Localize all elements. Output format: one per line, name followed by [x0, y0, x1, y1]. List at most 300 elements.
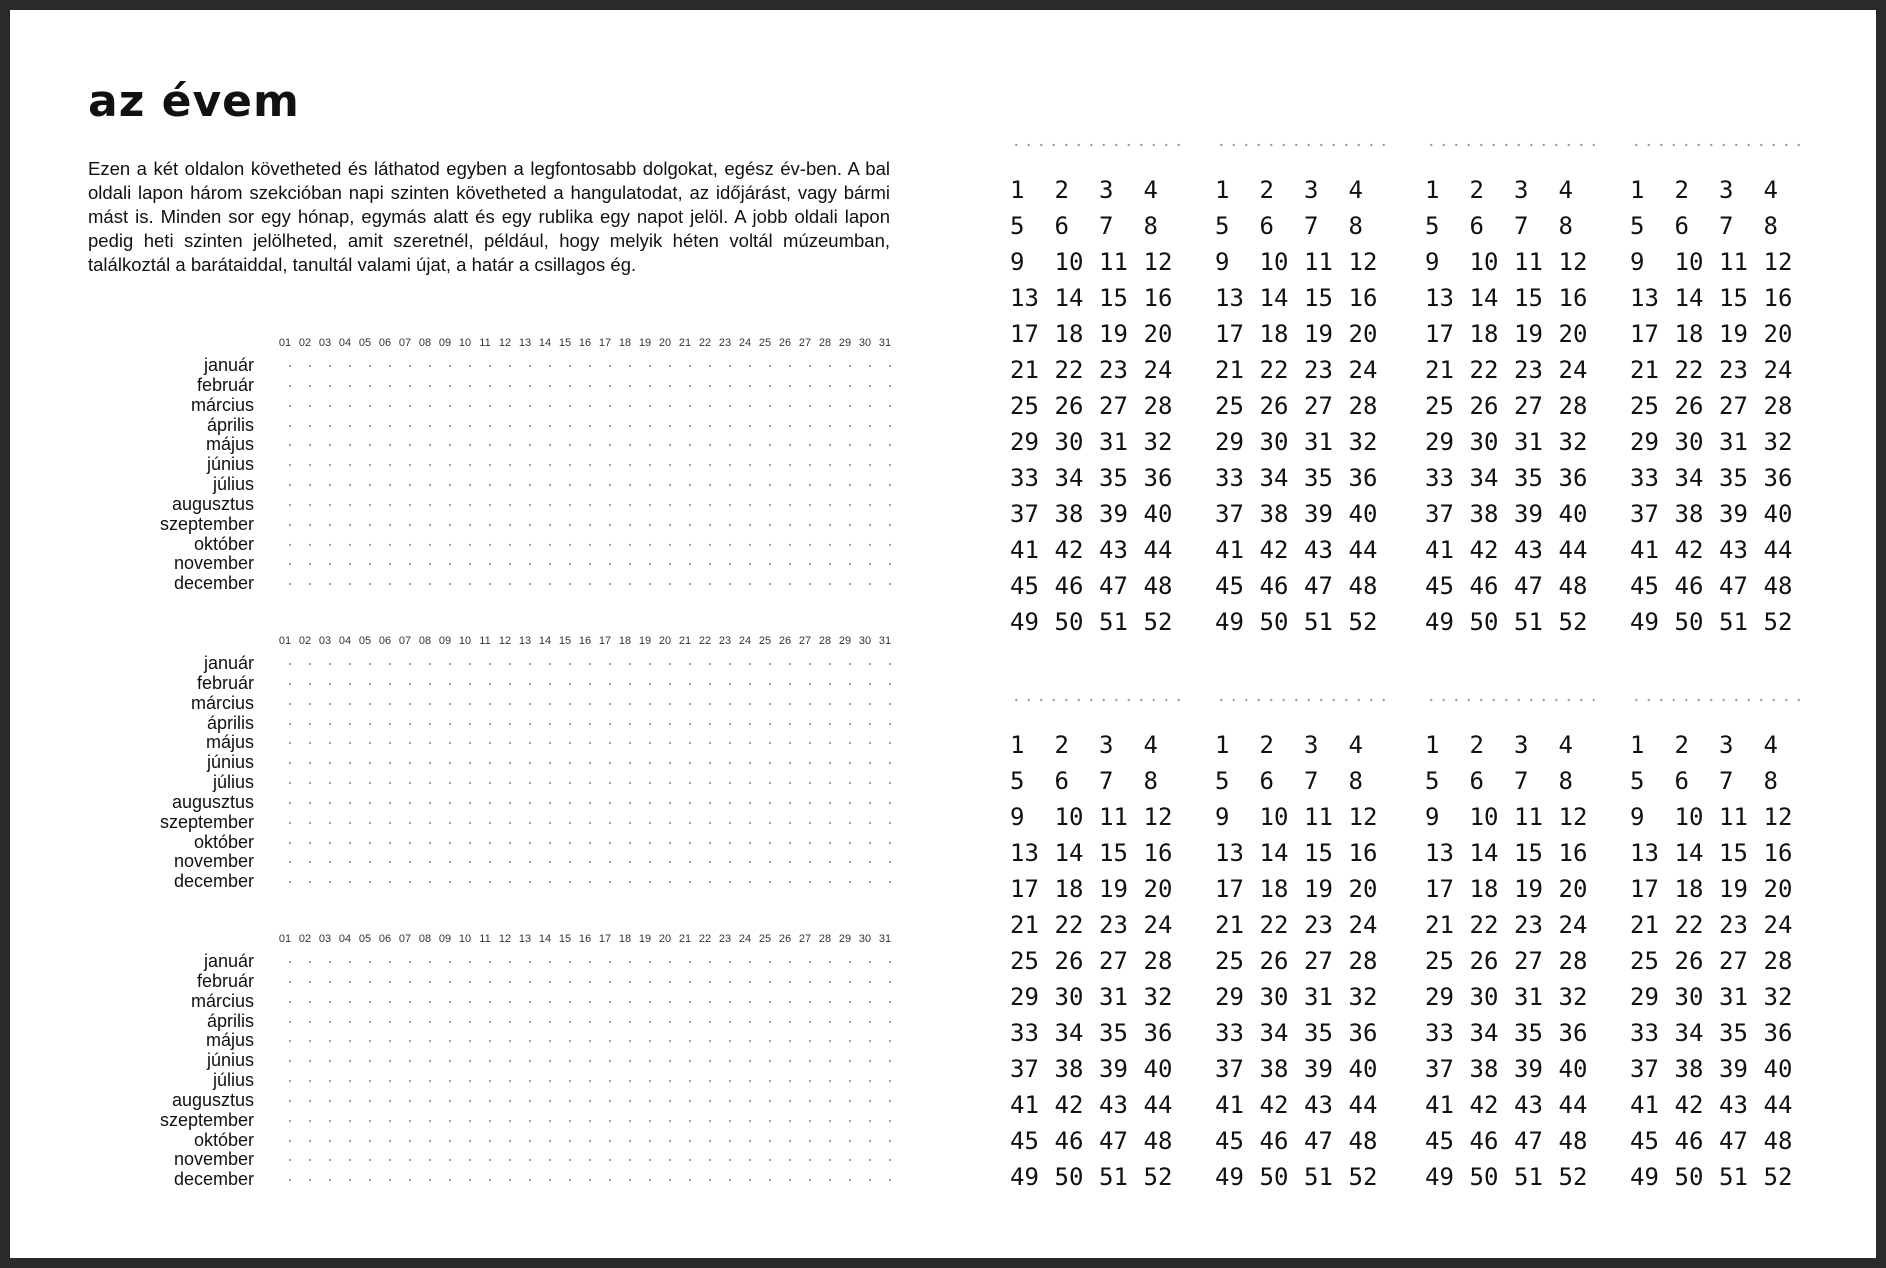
week-number[interactable]: 35 — [1514, 1019, 1543, 1047]
week-number[interactable]: 8 — [1348, 212, 1363, 240]
week-number[interactable]: 5 — [1215, 767, 1230, 795]
week-number[interactable]: 6 — [1674, 212, 1689, 240]
week-number[interactable]: 27 — [1304, 947, 1333, 975]
week-number[interactable]: 39 — [1099, 1055, 1128, 1083]
week-number[interactable]: 32 — [1763, 428, 1793, 456]
week-number[interactable]: 9 — [1010, 248, 1025, 276]
week-number[interactable]: 43 — [1514, 1091, 1543, 1119]
week-number[interactable]: 27 — [1099, 392, 1128, 420]
week-number[interactable]: 18 — [1054, 875, 1084, 903]
week-number[interactable]: 26 — [1469, 392, 1499, 420]
week-number[interactable]: 38 — [1469, 1055, 1499, 1083]
week-number[interactable]: 43 — [1099, 1091, 1128, 1119]
week-number[interactable]: 18 — [1259, 875, 1289, 903]
week-number[interactable]: 35 — [1099, 1019, 1128, 1047]
day-cells[interactable] — [280, 654, 900, 674]
day-cells[interactable] — [280, 674, 900, 694]
week-number[interactable]: 46 — [1469, 572, 1499, 600]
week-number[interactable]: 50 — [1674, 1163, 1704, 1191]
week-number[interactable]: 15 — [1719, 839, 1748, 867]
week-number[interactable]: 20 — [1558, 875, 1588, 903]
week-number[interactable]: 26 — [1259, 392, 1289, 420]
week-number[interactable]: 28 — [1348, 392, 1378, 420]
week-number[interactable]: 46 — [1674, 1127, 1704, 1155]
week-number[interactable]: 41 — [1010, 1091, 1039, 1119]
week-number[interactable]: 16 — [1558, 284, 1588, 312]
week-number[interactable]: 10 — [1259, 248, 1289, 276]
week-number[interactable]: 41 — [1010, 536, 1039, 564]
week-number[interactable]: 33 — [1425, 1019, 1454, 1047]
week-number[interactable]: 34 — [1054, 464, 1084, 492]
week-number[interactable]: 27 — [1719, 392, 1748, 420]
week-number[interactable]: 13 — [1010, 839, 1039, 867]
week-number[interactable]: 36 — [1348, 464, 1378, 492]
week-number[interactable]: 31 — [1719, 983, 1748, 1011]
week-number[interactable]: 43 — [1304, 1091, 1333, 1119]
week-number[interactable]: 29 — [1425, 428, 1454, 456]
week-number[interactable]: 22 — [1054, 911, 1084, 939]
week-number[interactable]: 11 — [1514, 803, 1543, 831]
week-number[interactable]: 3 — [1099, 731, 1114, 759]
week-number[interactable]: 17 — [1215, 320, 1244, 348]
day-cells[interactable] — [280, 1031, 900, 1051]
week-number[interactable]: 9 — [1630, 248, 1645, 276]
week-number[interactable]: 33 — [1425, 464, 1454, 492]
week-number[interactable]: 47 — [1514, 1127, 1543, 1155]
week-number[interactable]: 29 — [1010, 428, 1039, 456]
week-number[interactable]: 44 — [1348, 536, 1378, 564]
week-number[interactable]: 15 — [1099, 284, 1128, 312]
week-number[interactable]: 5 — [1425, 212, 1440, 240]
week-number[interactable]: 19 — [1099, 320, 1128, 348]
week-number[interactable]: 20 — [1143, 875, 1173, 903]
week-number[interactable]: 8 — [1348, 767, 1363, 795]
week-number[interactable]: 30 — [1674, 983, 1704, 1011]
week-number[interactable]: 52 — [1348, 1163, 1378, 1191]
day-cells[interactable] — [280, 852, 900, 872]
week-number[interactable]: 34 — [1259, 464, 1289, 492]
week-number[interactable]: 18 — [1469, 875, 1499, 903]
day-cells[interactable] — [280, 435, 900, 455]
week-number[interactable]: 27 — [1719, 947, 1748, 975]
day-cells[interactable] — [280, 952, 900, 972]
week-number[interactable]: 16 — [1558, 839, 1588, 867]
day-cells[interactable] — [280, 1051, 900, 1071]
week-number[interactable]: 11 — [1514, 248, 1543, 276]
day-cells[interactable] — [280, 1071, 900, 1091]
day-cells[interactable] — [280, 773, 900, 793]
week-number[interactable]: 4 — [1763, 176, 1778, 204]
week-number[interactable]: 11 — [1099, 803, 1128, 831]
week-number[interactable]: 17 — [1010, 875, 1039, 903]
week-number[interactable]: 37 — [1010, 1055, 1039, 1083]
week-number[interactable]: 52 — [1143, 608, 1173, 636]
week-number[interactable]: 9 — [1630, 803, 1645, 831]
week-number[interactable]: 24 — [1763, 911, 1793, 939]
week-number[interactable]: 37 — [1425, 1055, 1454, 1083]
week-number[interactable]: 27 — [1099, 947, 1128, 975]
week-number[interactable]: 25 — [1630, 947, 1659, 975]
week-number[interactable]: 21 — [1425, 356, 1454, 384]
week-number[interactable]: 29 — [1215, 983, 1244, 1011]
week-number[interactable]: 33 — [1010, 1019, 1039, 1047]
week-number[interactable]: 48 — [1348, 1127, 1378, 1155]
week-number[interactable]: 51 — [1099, 1163, 1128, 1191]
week-number[interactable]: 8 — [1763, 767, 1778, 795]
week-number[interactable]: 22 — [1469, 911, 1499, 939]
week-number[interactable]: 34 — [1259, 1019, 1289, 1047]
week-number[interactable]: 5 — [1010, 212, 1025, 240]
week-number[interactable]: 1 — [1215, 176, 1230, 204]
week-number[interactable]: 23 — [1719, 356, 1748, 384]
week-number[interactable]: 46 — [1054, 1127, 1084, 1155]
week-number[interactable]: 41 — [1630, 536, 1659, 564]
week-number[interactable]: 34 — [1674, 1019, 1704, 1047]
week-number[interactable]: 51 — [1099, 608, 1128, 636]
week-number[interactable]: 1 — [1630, 176, 1645, 204]
week-number[interactable]: 26 — [1674, 947, 1704, 975]
week-number[interactable]: 17 — [1010, 320, 1039, 348]
week-number[interactable]: 14 — [1259, 839, 1289, 867]
week-number[interactable]: 23 — [1099, 911, 1128, 939]
week-number[interactable]: 3 — [1719, 731, 1734, 759]
week-number[interactable]: 18 — [1054, 320, 1084, 348]
day-cells[interactable] — [280, 396, 900, 416]
week-number[interactable]: 19 — [1719, 320, 1748, 348]
week-number[interactable]: 3 — [1304, 731, 1319, 759]
week-number[interactable]: 32 — [1763, 983, 1793, 1011]
week-number[interactable]: 49 — [1630, 1163, 1659, 1191]
week-number[interactable]: 24 — [1143, 911, 1173, 939]
week-number[interactable]: 18 — [1674, 320, 1704, 348]
week-number[interactable]: 21 — [1010, 356, 1039, 384]
week-number[interactable]: 52 — [1143, 1163, 1173, 1191]
week-number[interactable]: 36 — [1763, 1019, 1793, 1047]
week-number[interactable]: 46 — [1259, 1127, 1289, 1155]
week-number[interactable]: 5 — [1630, 767, 1645, 795]
week-number[interactable]: 49 — [1010, 1163, 1039, 1191]
week-number[interactable]: 47 — [1304, 572, 1333, 600]
week-number[interactable]: 13 — [1630, 284, 1659, 312]
week-number[interactable]: 2 — [1469, 176, 1484, 204]
week-number[interactable]: 49 — [1425, 1163, 1454, 1191]
day-cells[interactable] — [280, 872, 900, 892]
week-number[interactable]: 52 — [1763, 608, 1793, 636]
week-number[interactable]: 16 — [1763, 839, 1793, 867]
week-number[interactable]: 40 — [1143, 500, 1173, 528]
week-number[interactable]: 11 — [1304, 803, 1333, 831]
week-number[interactable]: 31 — [1514, 983, 1543, 1011]
week-number[interactable]: 34 — [1054, 1019, 1084, 1047]
week-number[interactable]: 50 — [1674, 608, 1704, 636]
week-number[interactable]: 8 — [1143, 767, 1158, 795]
week-number[interactable]: 51 — [1514, 1163, 1543, 1191]
week-number[interactable]: 52 — [1763, 1163, 1793, 1191]
week-number[interactable]: 4 — [1143, 176, 1158, 204]
day-cells[interactable] — [280, 833, 900, 853]
week-number[interactable]: 4 — [1348, 176, 1363, 204]
week-number[interactable]: 7 — [1304, 212, 1319, 240]
week-number[interactable]: 9 — [1425, 803, 1440, 831]
day-cells[interactable] — [280, 574, 900, 594]
week-number[interactable]: 25 — [1010, 392, 1039, 420]
week-number[interactable]: 39 — [1099, 500, 1128, 528]
week-number[interactable]: 36 — [1143, 464, 1173, 492]
week-number[interactable]: 47 — [1719, 572, 1748, 600]
week-number[interactable]: 50 — [1259, 1163, 1289, 1191]
week-number[interactable]: 30 — [1054, 983, 1084, 1011]
week-number[interactable]: 44 — [1558, 1091, 1588, 1119]
week-number[interactable]: 15 — [1514, 839, 1543, 867]
day-cells[interactable] — [280, 554, 900, 574]
week-number[interactable]: 21 — [1630, 911, 1659, 939]
week-number[interactable]: 12 — [1763, 248, 1793, 276]
week-number[interactable]: 13 — [1425, 839, 1454, 867]
week-number[interactable]: 38 — [1054, 500, 1084, 528]
week-number[interactable]: 13 — [1010, 284, 1039, 312]
week-number[interactable]: 23 — [1514, 356, 1543, 384]
week-number[interactable]: 47 — [1099, 1127, 1128, 1155]
week-number[interactable]: 48 — [1558, 1127, 1588, 1155]
week-number[interactable]: 28 — [1348, 947, 1378, 975]
day-cells[interactable] — [280, 714, 900, 734]
day-cells[interactable] — [280, 972, 900, 992]
week-number[interactable]: 45 — [1010, 1127, 1039, 1155]
week-number[interactable]: 40 — [1348, 500, 1378, 528]
week-number[interactable]: 38 — [1054, 1055, 1084, 1083]
week-number[interactable]: 6 — [1469, 212, 1484, 240]
week-number[interactable]: 38 — [1674, 1055, 1704, 1083]
week-number[interactable]: 29 — [1630, 983, 1659, 1011]
week-number[interactable]: 32 — [1143, 428, 1173, 456]
week-number[interactable]: 6 — [1469, 767, 1484, 795]
week-number[interactable]: 39 — [1719, 500, 1748, 528]
week-number[interactable]: 24 — [1558, 911, 1588, 939]
week-number[interactable]: 45 — [1215, 572, 1244, 600]
week-number[interactable]: 42 — [1054, 536, 1084, 564]
day-cells[interactable] — [280, 1111, 900, 1131]
week-number[interactable]: 4 — [1348, 731, 1363, 759]
week-number[interactable]: 9 — [1215, 803, 1230, 831]
week-number[interactable]: 20 — [1348, 875, 1378, 903]
week-number[interactable]: 28 — [1763, 947, 1793, 975]
day-cells[interactable] — [280, 1012, 900, 1032]
week-number[interactable]: 23 — [1304, 356, 1333, 384]
week-number[interactable]: 48 — [1143, 1127, 1173, 1155]
week-number[interactable]: 42 — [1054, 1091, 1084, 1119]
week-number[interactable]: 22 — [1674, 356, 1704, 384]
week-number[interactable]: 11 — [1304, 248, 1333, 276]
week-number[interactable]: 35 — [1719, 1019, 1748, 1047]
week-number[interactable]: 38 — [1259, 500, 1289, 528]
week-number[interactable]: 31 — [1304, 983, 1333, 1011]
week-number[interactable]: 3 — [1514, 176, 1529, 204]
week-number[interactable]: 10 — [1469, 803, 1499, 831]
week-number[interactable]: 49 — [1215, 608, 1244, 636]
week-number[interactable]: 39 — [1304, 500, 1333, 528]
week-number[interactable]: 35 — [1514, 464, 1543, 492]
week-number[interactable]: 19 — [1304, 320, 1333, 348]
week-number[interactable]: 6 — [1674, 767, 1689, 795]
week-number[interactable]: 13 — [1630, 839, 1659, 867]
week-number[interactable]: 25 — [1425, 947, 1454, 975]
week-number[interactable]: 22 — [1674, 911, 1704, 939]
week-number[interactable]: 44 — [1143, 1091, 1173, 1119]
week-number[interactable]: 19 — [1719, 875, 1748, 903]
week-number[interactable]: 25 — [1010, 947, 1039, 975]
week-number[interactable]: 28 — [1763, 392, 1793, 420]
week-number[interactable]: 15 — [1514, 284, 1543, 312]
week-number[interactable]: 40 — [1558, 1055, 1588, 1083]
week-number[interactable]: 49 — [1425, 608, 1454, 636]
week-number[interactable]: 5 — [1630, 212, 1645, 240]
week-number[interactable]: 19 — [1099, 875, 1128, 903]
week-number[interactable]: 4 — [1558, 731, 1573, 759]
week-number[interactable]: 31 — [1099, 983, 1128, 1011]
week-number[interactable]: 48 — [1763, 572, 1793, 600]
week-number[interactable]: 12 — [1348, 248, 1378, 276]
week-number[interactable]: 4 — [1143, 731, 1158, 759]
week-number[interactable]: 25 — [1215, 947, 1244, 975]
week-number[interactable]: 10 — [1674, 803, 1704, 831]
week-number[interactable]: 1 — [1425, 731, 1440, 759]
week-number[interactable]: 13 — [1425, 284, 1454, 312]
week-number[interactable]: 15 — [1099, 839, 1128, 867]
day-cells[interactable] — [280, 495, 900, 515]
week-number[interactable]: 17 — [1425, 875, 1454, 903]
week-number[interactable]: 41 — [1630, 1091, 1659, 1119]
week-number[interactable]: 20 — [1763, 320, 1793, 348]
week-number[interactable]: 40 — [1558, 500, 1588, 528]
week-number[interactable]: 34 — [1674, 464, 1704, 492]
week-number[interactable]: 8 — [1143, 212, 1158, 240]
week-number[interactable]: 6 — [1259, 767, 1274, 795]
week-number[interactable]: 2 — [1054, 731, 1069, 759]
week-number[interactable]: 35 — [1719, 464, 1748, 492]
week-number[interactable]: 36 — [1763, 464, 1793, 492]
week-number[interactable]: 43 — [1719, 536, 1748, 564]
week-number[interactable]: 12 — [1143, 248, 1173, 276]
week-number[interactable]: 31 — [1099, 428, 1128, 456]
week-number[interactable]: 41 — [1215, 1091, 1244, 1119]
week-number[interactable]: 15 — [1304, 284, 1333, 312]
week-number[interactable]: 42 — [1259, 536, 1289, 564]
week-number[interactable]: 47 — [1719, 1127, 1748, 1155]
week-number[interactable]: 6 — [1054, 212, 1069, 240]
week-number[interactable]: 23 — [1304, 911, 1333, 939]
week-number[interactable]: 2 — [1054, 176, 1069, 204]
week-number[interactable]: 39 — [1304, 1055, 1333, 1083]
week-number[interactable]: 5 — [1010, 767, 1025, 795]
week-number[interactable]: 6 — [1054, 767, 1069, 795]
week-number[interactable]: 13 — [1215, 839, 1244, 867]
week-number[interactable]: 37 — [1215, 500, 1244, 528]
week-number[interactable]: 37 — [1425, 500, 1454, 528]
week-number[interactable]: 7 — [1304, 767, 1319, 795]
week-number[interactable]: 45 — [1630, 1127, 1659, 1155]
week-number[interactable]: 30 — [1469, 983, 1499, 1011]
week-number[interactable]: 43 — [1719, 1091, 1748, 1119]
week-number[interactable]: 52 — [1348, 608, 1378, 636]
day-cells[interactable] — [280, 1170, 900, 1190]
week-number[interactable]: 47 — [1304, 1127, 1333, 1155]
week-number[interactable]: 25 — [1630, 392, 1659, 420]
week-number[interactable]: 17 — [1425, 320, 1454, 348]
week-number[interactable]: 39 — [1514, 500, 1543, 528]
week-number[interactable]: 33 — [1010, 464, 1039, 492]
day-cells[interactable] — [280, 1150, 900, 1170]
week-number[interactable]: 17 — [1630, 875, 1659, 903]
week-number[interactable]: 1 — [1630, 731, 1645, 759]
week-number[interactable]: 30 — [1259, 983, 1289, 1011]
week-number[interactable]: 14 — [1259, 284, 1289, 312]
week-number[interactable]: 44 — [1348, 1091, 1378, 1119]
week-number[interactable]: 10 — [1054, 248, 1084, 276]
week-number[interactable]: 2 — [1259, 176, 1274, 204]
week-number[interactable]: 42 — [1674, 536, 1704, 564]
week-number[interactable]: 29 — [1630, 428, 1659, 456]
week-number[interactable]: 21 — [1215, 356, 1244, 384]
week-number[interactable]: 10 — [1259, 803, 1289, 831]
week-number[interactable]: 23 — [1514, 911, 1543, 939]
week-number[interactable]: 37 — [1215, 1055, 1244, 1083]
week-number[interactable]: 46 — [1674, 572, 1704, 600]
week-number[interactable]: 7 — [1719, 767, 1734, 795]
week-number[interactable]: 21 — [1215, 911, 1244, 939]
week-number[interactable]: 11 — [1719, 803, 1748, 831]
week-number[interactable]: 45 — [1010, 572, 1039, 600]
week-number[interactable]: 51 — [1719, 608, 1748, 636]
day-cells[interactable] — [280, 1131, 900, 1151]
week-number[interactable]: 20 — [1763, 875, 1793, 903]
week-number[interactable]: 40 — [1763, 500, 1793, 528]
week-number[interactable]: 26 — [1469, 947, 1499, 975]
week-number[interactable]: 28 — [1558, 392, 1588, 420]
week-number[interactable]: 38 — [1674, 500, 1704, 528]
week-number[interactable]: 23 — [1719, 911, 1748, 939]
week-number[interactable]: 21 — [1425, 911, 1454, 939]
week-number[interactable]: 32 — [1558, 428, 1588, 456]
week-number[interactable]: 45 — [1215, 1127, 1244, 1155]
week-number[interactable]: 31 — [1304, 428, 1333, 456]
week-number[interactable]: 26 — [1054, 947, 1084, 975]
week-number[interactable]: 39 — [1719, 1055, 1748, 1083]
day-cells[interactable] — [280, 992, 900, 1012]
week-number[interactable]: 16 — [1143, 839, 1173, 867]
week-number[interactable]: 35 — [1304, 464, 1333, 492]
week-number[interactable]: 33 — [1630, 464, 1659, 492]
week-number[interactable]: 24 — [1143, 356, 1173, 384]
week-number[interactable]: 19 — [1304, 875, 1333, 903]
week-number[interactable]: 24 — [1348, 356, 1378, 384]
week-number[interactable]: 50 — [1259, 608, 1289, 636]
week-number[interactable]: 12 — [1558, 248, 1588, 276]
week-number[interactable]: 30 — [1259, 428, 1289, 456]
week-number[interactable]: 51 — [1719, 1163, 1748, 1191]
week-number[interactable]: 28 — [1558, 947, 1588, 975]
week-number[interactable]: 31 — [1514, 428, 1543, 456]
week-number[interactable]: 3 — [1099, 176, 1114, 204]
week-number[interactable]: 42 — [1259, 1091, 1289, 1119]
week-number[interactable]: 14 — [1054, 839, 1084, 867]
week-number[interactable]: 3 — [1514, 731, 1529, 759]
week-number[interactable]: 30 — [1469, 428, 1499, 456]
week-number[interactable]: 30 — [1054, 428, 1084, 456]
week-number[interactable]: 52 — [1558, 1163, 1588, 1191]
week-number[interactable]: 41 — [1425, 536, 1454, 564]
week-number[interactable]: 2 — [1674, 176, 1689, 204]
week-number[interactable]: 44 — [1143, 536, 1173, 564]
